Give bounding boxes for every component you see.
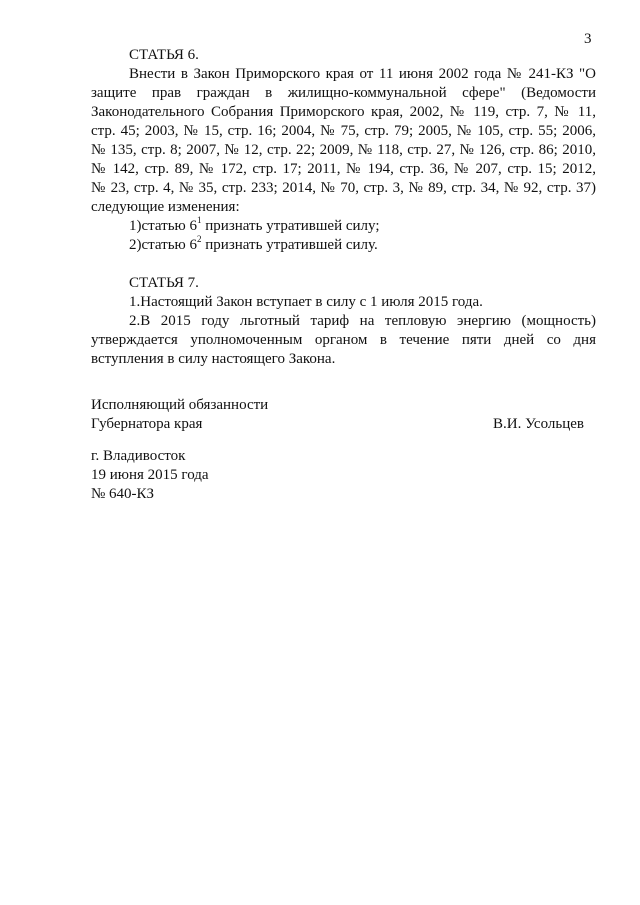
article-6-item-2 [91,236,596,255]
spacer [91,255,596,274]
item-2-prefix: 2)статью 6 [129,237,198,253]
item-1-superscript: 1 [197,215,202,225]
article-7-paragraph-2-line: утверждается уполномоченным органом в течение пяти дней со дня [91,332,596,348]
footer-date: 19 июня 2015 года [91,467,209,483]
article-6-text-line: Законодательного Собрания Приморского края, 2002, № 119, стр. 7, № 11, [91,104,596,120]
document-body [91,46,596,369]
page-number: 3 [584,31,592,47]
footer-city: г. Владивосток [91,448,186,464]
article-6-text-line: стр. 45; 2003, № 15, стр. 16; 2004, № 75, стр. 79; 2005, № 105, стр. 55; 2006, [91,123,596,139]
article-6-text-line: защите прав граждан в жилищно-коммунальной сфере" (Ведомости [91,85,596,101]
article-6-title: СТАТЬЯ 6. [129,47,199,63]
article-6-text-line: № 135, стр. 8; 2007, № 12, стр. 22; 2009, № 118, стр. 27, № 126, стр. 86; 2010, [91,142,596,158]
article-6-text-line: Внести в Закон Приморского края от 11 июня 2002 года № 241-КЗ "О [129,66,596,82]
footer-law-number: № 640-КЗ [91,486,155,502]
article-7-paragraph-1: 1.Настоящий Закон вступает в силу с 1 июля 2015 года. [129,294,483,310]
signature-block [91,396,596,434]
item-1-suffix: признать утратившей силу; [201,218,380,234]
item-2-suffix: признать утратившей силу. [201,237,378,253]
article-6-item-1 [91,217,596,236]
article-7-paragraph-2-line: 2.В 2015 году льготный тариф на тепловую энергию (мощность) [129,313,596,329]
item-2-superscript: 2 [197,234,202,244]
signatory-name: В.И. Усольцев [493,416,584,432]
article-7-title: СТАТЬЯ 7. [129,275,199,291]
document-footer [91,447,209,504]
signature-position-line-2: Губернатора края [91,416,203,432]
signature-position-line-1: Исполняющий обязанности [91,397,269,413]
article-6-text-line: следующие изменения: [91,199,240,215]
article-6-text-line: № 142, стр. 89, № 172, стр. 17; 2011, № 194, стр. 36, № 207, стр. 15; 2012, [91,161,596,177]
article-7-paragraph-2-line: вступления в силу настоящего Закона. [91,351,336,367]
article-6-text-line: № 23, стр. 4, № 35, стр. 233; 2014, № 70, стр. 3, № 89, стр. 34, № 92, стр. 37) [91,180,596,196]
item-1-prefix: 1)статью 6 [129,218,198,234]
